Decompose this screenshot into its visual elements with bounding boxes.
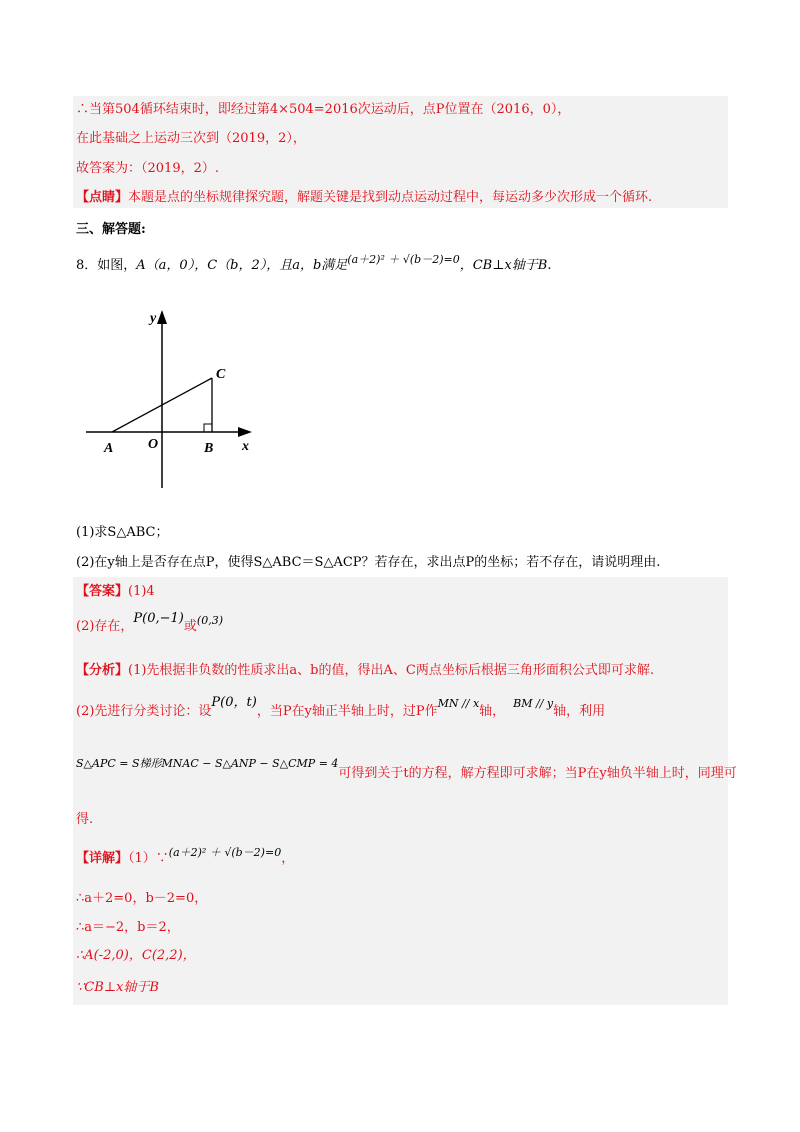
answer-tag: 【答案】 [76, 584, 129, 599]
detail-l5: ∵CB⊥x轴于B [76, 980, 159, 995]
solution-block [73, 577, 728, 1005]
detail-line3 [76, 919, 180, 937]
analysis-line2 [76, 695, 606, 721]
detail-l4: ∴A(-2,0)，C(2,2)， [76, 948, 196, 963]
comment-tag: 【点睛】 [76, 190, 129, 205]
analysis-text1: (1)先根据非负数的性质求出a、b的值，得出A、C两点坐标后根据三角形面积公式即可求解. [128, 663, 654, 678]
problem-stem-b: A（a，0），C（b，2），且a，b满足 [136, 258, 348, 273]
analysis-point-p: P(0，t) [211, 695, 257, 710]
label-A: A [104, 441, 114, 456]
comment-text: 本题是点的坐标规律探究题，解题关键是找到动点运动过程中，每运动多少次形成一个循环. [128, 190, 653, 205]
prev-solution-line2: 在此基础之上运动三次到（2019，2）， [76, 131, 306, 146]
analysis-text3: 可得到关于t的方程，解方程即可求解；当P在y轴负半轴上时，同理可 [338, 766, 737, 781]
detail-l1-b: ， [281, 851, 295, 866]
question-2: (2)在y轴上是否存在点P，使得S△ABC＝S△ACP？若存在，求出点P的坐标；若不存在，请说明理由. [76, 555, 661, 570]
analysis-tag: 【分析】 [76, 663, 129, 678]
detail-tag: 【详解】 [76, 851, 129, 866]
analysis-text2-a: (2)先进行分类讨论：设 [76, 704, 212, 719]
comment-line [76, 189, 652, 207]
answer-2-point-q: (0,3) [196, 614, 223, 627]
label-O: O [148, 437, 159, 452]
analysis-line4: 得. [76, 812, 94, 827]
problem-condition: (a＋2)² ＋ √(b－2)=0 [347, 253, 460, 266]
analysis-text2-b: ，当P在y轴正半轴上时，过P作 [256, 704, 438, 719]
label-B: B [204, 441, 214, 456]
detail-line1 [76, 846, 295, 868]
right-angle-mark [204, 424, 212, 432]
x-axis-arrow [238, 427, 252, 437]
answer-1: (1)4 [128, 584, 155, 599]
problem-stem-a: 8．如图， [76, 258, 137, 273]
detail-line5 [76, 979, 159, 997]
label-C: C [216, 367, 226, 382]
detail-l1-a: （1）∵ [128, 851, 169, 866]
analysis-area-formula: S△APC = S梯形MNAC − S△ANP − S△CMP = 4 [76, 757, 339, 770]
question-1: (1)求S△ABC； [76, 525, 169, 540]
analysis-text2-c: 轴， [479, 704, 506, 719]
y-axis-arrow [157, 310, 167, 324]
analysis-line1 [76, 662, 654, 680]
analysis-bm-parallel: BM // y [513, 697, 554, 710]
detail-l3: ∴a＝−2，b＝2， [76, 920, 180, 935]
detail-l2: ∴a＋2=0，b－2=0， [76, 891, 208, 906]
problem-stem [76, 253, 552, 275]
answer-2-prefix: (2)存在， [76, 619, 134, 634]
analysis-text2-d: 轴，利用 [553, 704, 606, 719]
problem-stem-c: ，CB⊥x轴于B. [459, 258, 552, 273]
answer-line2 [76, 611, 223, 636]
label-x: x [242, 439, 249, 454]
prev-solution-line3: 故答案为：（2019，2）. [76, 161, 219, 176]
prev-solution-line1: ∴当第504循环结束时，即经过第4×504=2016次运动后，点P位置在（2016，0）， [76, 102, 571, 117]
answer-line1 [76, 583, 155, 601]
detail-line2 [76, 890, 207, 908]
detail-line4 [76, 947, 196, 965]
analysis-mn-parallel: MN // x [437, 697, 480, 710]
section-title: 三、解答题: [76, 222, 146, 237]
coordinate-figure [80, 308, 260, 493]
answer-2-point-p: P(0,−1) [133, 611, 184, 626]
answer-2-or: 或 [183, 619, 197, 634]
label-y: y [150, 311, 157, 326]
detail-condition: (a＋2)² ＋ √(b－2)=0 [168, 846, 282, 859]
